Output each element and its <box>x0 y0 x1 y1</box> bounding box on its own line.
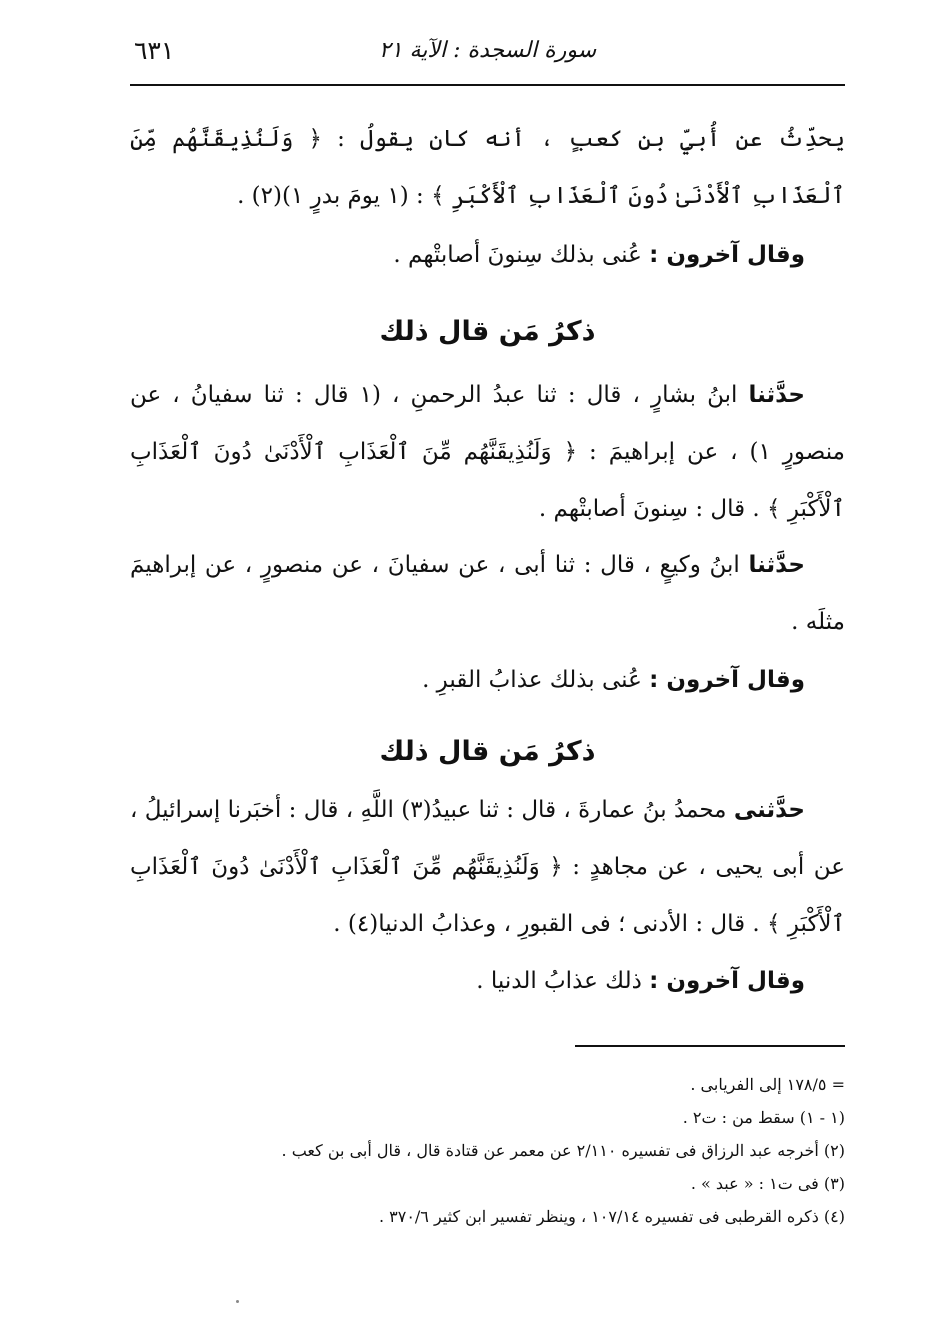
footnote: (٤) ذكره القرطبى فى تفسيره ١٠٧/١٤ ، وينظر تفسير ابن كثير ٣٧٠/٦ . <box>378 1207 845 1226</box>
paragraph-ibn-bashar <box>130 367 845 538</box>
page-number: ٦٣١ <box>134 36 175 65</box>
paragraph-text: يحدِّثُ عن أُبيِّ بنِ كعبٍ ، أنه كان يقولُ : ﴿ وَلَنُذِيقَنَّهُم مِّنَ ٱلْعَذَابِ ٱلْأَدْنَىٰ دُونَ ٱلْعَذَابِ ٱلْأَكْبَرِ ﴾ : (١ يومَ بدرٍ ١)(٢) . <box>130 126 845 209</box>
paragraph-others-years <box>130 227 845 284</box>
paragraph-others-grave <box>130 652 845 709</box>
paragraph-label: حدَّثنى <box>733 797 805 823</box>
paragraph-label: وقال آخرون : <box>649 667 805 693</box>
paragraph-label: وقال آخرون : <box>649 968 805 994</box>
running-title: سورة السجدة : الآية ٢١ <box>378 38 597 63</box>
paragraph-text: ابنُ وكيعٍ ، قال : ثنا أبى ، عن سفيانَ ، عن منصورٍ ، عن إبراهيمَ مثلَه . <box>130 552 845 635</box>
footnotes <box>130 1068 845 1233</box>
footnote: (١ - ١) سقط من : ت٢ . <box>682 1108 845 1127</box>
paragraph-label: حدَّثنا <box>748 382 805 408</box>
paragraph-label: وقال آخرون : <box>649 242 805 268</box>
footnote: (٢) أخرجه عبد الرزاق فى تفسيره ٢/١١٠ عن معمر عن قتادة قال ، قال أبى بن كعب . <box>281 1141 845 1160</box>
footnote-separator <box>575 1045 845 1047</box>
paragraph-text: محمدُ بنُ عمارةَ ، قال : ثنا عبيدُ(٣) اللَّهِ ، قال : أخبَرنا إسرائيلُ ، عن أبى يحيى ، عن مجاهدٍ : ﴿ وَلَنُذِيقَنَّهُم مِّنَ ٱلْعَذَابِ ٱلْأَدْنَىٰ دُونَ ٱلْعَذَابِ ٱلْأَكْبَرِ ﴾ . قال : الأدنى ؛ فى القبورِ ، وعذابُ الدنيا(٤) . <box>130 797 845 937</box>
header-rule <box>130 84 845 86</box>
paragraph-muhammad-ibn-umara <box>130 782 845 953</box>
paragraph-ibn-waki <box>130 537 845 651</box>
paragraph-others-world <box>130 953 845 1010</box>
scan-speck <box>236 1300 239 1303</box>
paragraph-text: عُنى بذلك عذابُ القبرِ . <box>422 667 650 693</box>
paragraph-text: ابنُ بشارٍ ، قال : ثنا عبدُ الرحمنِ ، (١ قال : ثنا سفيانُ ، عن منصورٍ ١) ، عن إبراهيمَ : ﴿ وَلَنُذِيقَنَّهُم مِّنَ ٱلْعَذَابِ ٱلْأَدْنَىٰ دُونَ ٱلْعَذَابِ ٱلْأَكْبَرِ ﴾ . قال : سِنونَ أصابتْهم . <box>130 382 845 522</box>
section-heading: ذكرُ مَن قال ذلك <box>379 736 596 767</box>
footnote: = ١٧٨/٥ إلى الفريابى . <box>690 1075 845 1094</box>
page-header <box>130 32 845 76</box>
paragraph-ubayy-ibn-kab <box>130 111 845 225</box>
section-heading: ذكرُ مَن قال ذلك <box>379 316 596 347</box>
footnote: (٣) فى ت١ : « عبد » . <box>690 1174 845 1193</box>
paragraph-text: ذلك عذابُ الدنيا . <box>476 968 650 994</box>
paragraph-text: عُنى بذلك سِنونَ أصابتْهم . <box>393 242 650 268</box>
paragraph-label: حدَّثنا <box>748 552 805 578</box>
